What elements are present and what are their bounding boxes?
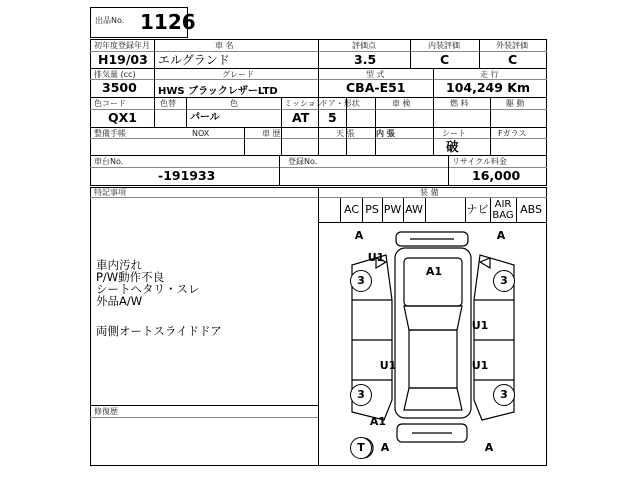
equip-ps: PS (365, 203, 379, 216)
exterior-label: 外装評価 (496, 41, 528, 50)
seat-value: 破 (446, 139, 459, 154)
mark-wheel-rr: 3 (493, 384, 515, 406)
remark-1: 車内汚れ (96, 258, 142, 272)
remark-3: シートヘタリ・スレ (96, 282, 200, 296)
equip-pw: PW (383, 203, 402, 216)
transmission-label: ミッション (284, 99, 324, 108)
mark-left-front-door: U1 (367, 251, 385, 264)
mark-roof: A1 (425, 265, 443, 278)
displacement-value: 3500 (102, 80, 137, 95)
mark-rear-bumper-right: A (484, 441, 494, 454)
remark-5: 両側オートスライドドア (96, 324, 222, 338)
model-label: 型 式 (366, 70, 385, 79)
mark-spare: T (350, 437, 372, 459)
fglass-label: Fガラス (498, 129, 527, 138)
color-swatch-label: 色替 (160, 99, 176, 108)
remark-2: P/W動作不良 (96, 270, 165, 284)
car-name-label: 車 名 (215, 41, 234, 50)
color-code-label: 色コード (94, 99, 126, 108)
color-code-value: QX1 (108, 110, 137, 125)
reg-year-label: 初年度登録年月 (94, 41, 150, 50)
doors-label: ドア・形状 (320, 99, 360, 108)
mark-rear-bumper-left: A (380, 441, 390, 454)
grade-label: グレード (222, 70, 254, 79)
interior-cover-label: 内 張 (376, 129, 395, 138)
grade-value: HWS ブラックレザーLTD (158, 86, 278, 97)
equip-airbag: AIR BAG (492, 199, 514, 221)
mark-right-door: U1 (471, 319, 489, 332)
history-label: 車 歴 (262, 129, 281, 138)
lot-number: 1126 (140, 10, 196, 34)
lot-label: 出品No. (95, 16, 125, 25)
mark-rear-left: A1 (369, 415, 387, 428)
sunroof-label: 天 張 (336, 129, 355, 138)
interior-value: C (440, 52, 450, 67)
car-name-value: エルグランド (158, 53, 230, 67)
drive-label: 駆 動 (506, 99, 525, 108)
mark-right-rear: U1 (471, 359, 489, 372)
interior-label: 内装評価 (428, 41, 460, 50)
displacement-label: 排気量 (cc) (94, 70, 136, 79)
reg-no-label: 登録No. (288, 157, 318, 166)
equip-abs: ABS (520, 203, 542, 216)
manual-label: 整備手帳 (94, 129, 126, 138)
mark-wheel-rl: 3 (350, 384, 372, 406)
mark-wheel-fr: 3 (493, 270, 515, 292)
fuel-label: 燃 料 (450, 99, 469, 108)
equipment-label: 装 備 (420, 188, 439, 197)
exterior-value: C (508, 52, 518, 67)
mark-front-left: A (354, 229, 364, 242)
color-label: 色 (230, 99, 238, 108)
model-value: CBA-E51 (346, 80, 406, 95)
nox-label: NOX (192, 129, 210, 138)
inspection-label: 車 検 (392, 99, 411, 108)
equip-navi: ナビ (466, 203, 489, 216)
mileage-label: 走 行 (480, 70, 499, 79)
equip-ac: AC (343, 203, 359, 216)
mileage-value: 104,249 Km (446, 80, 530, 95)
recycle-label: リサイクル料金 (452, 157, 507, 166)
score-label: 評価点 (352, 41, 376, 50)
color-value: パール (190, 112, 220, 123)
mark-wheel-fl: 3 (350, 270, 372, 292)
recycle-value: 16,000 (472, 168, 521, 183)
mark-front-right: A (496, 229, 506, 242)
chassis-value: -191933 (158, 168, 216, 183)
chassis-label: 車台No. (94, 157, 124, 166)
repair-label: 修復歴 (94, 407, 118, 416)
mark-left-rear: U1 (379, 359, 397, 372)
transmission-value: AT (292, 110, 310, 125)
doors-value: 5 (328, 110, 337, 125)
remark-4: 外品A/W (96, 294, 143, 308)
score-value: 3.5 (354, 52, 377, 67)
remarks-label: 特記事項 (94, 188, 126, 197)
seat-label: シート (442, 129, 466, 138)
equip-aw: AW (405, 203, 423, 216)
reg-year-value: H19/03 (98, 52, 148, 67)
